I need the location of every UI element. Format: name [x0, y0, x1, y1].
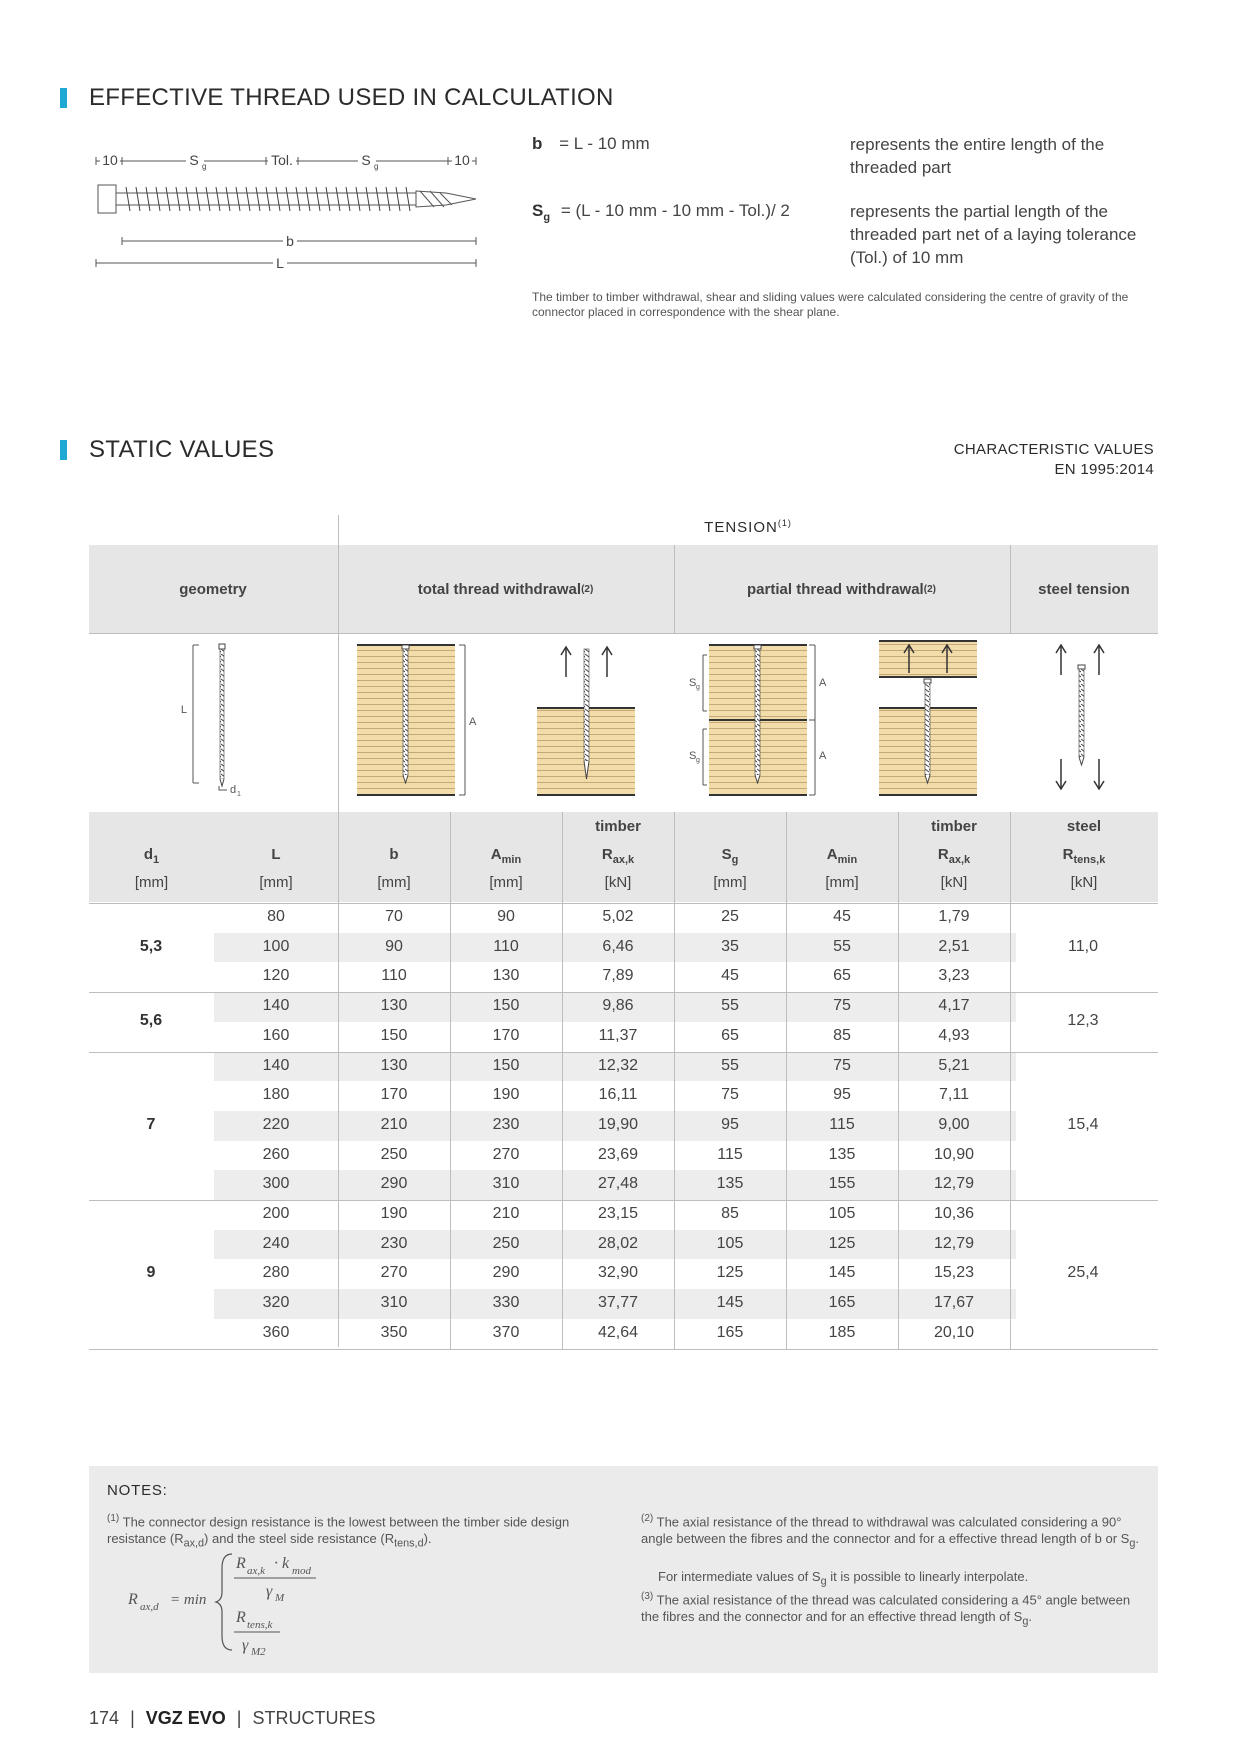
table-cell: 190 [380, 1205, 408, 1222]
note-3-end: . [1028, 1609, 1033, 1625]
note-1-end: ). [423, 1531, 432, 1547]
table-cell: 230 [492, 1115, 520, 1133]
table-cell: 120 [262, 967, 290, 985]
table-cell: 310 [492, 1175, 520, 1193]
formula-b-symbol: b [532, 134, 543, 153]
column-header-unit: [kN] [604, 874, 632, 891]
table-cell: 6,46 [602, 937, 634, 955]
table-cell: 270 [380, 1264, 408, 1282]
section-marker [60, 440, 67, 460]
table-cell: 85 [833, 1026, 851, 1044]
table-cell: 28,02 [597, 1234, 639, 1252]
group-total-withdrawal [338, 545, 673, 633]
page-footer [89, 1708, 376, 1729]
group-partial-label: partial thread withdrawal [747, 580, 924, 598]
note-2b-end: it is possible to linearly interpolate. [826, 1569, 1029, 1584]
note-2-text: The axial resistance of the thread to withdrawal was calculated considering a 90° angle between the fibres and the connector and for a effective thread length of b or S [641, 1514, 1130, 1547]
table-cell: 1,79 [938, 908, 970, 925]
formula-den1: γ [266, 1583, 273, 1600]
divider [898, 812, 899, 1349]
table-cell: 135 [716, 1175, 744, 1193]
table-cell: 75 [721, 1086, 739, 1104]
section-name: STRUCTURES [252, 1708, 376, 1728]
dim-L: L [276, 255, 284, 271]
table-cell: 170 [492, 1026, 520, 1044]
column-header-unit: [mm] [713, 874, 747, 891]
table-cell: 310 [380, 1294, 408, 1312]
note-2b-sub: g [820, 1575, 827, 1588]
tension-drawings [89, 633, 1158, 812]
divider [450, 812, 451, 1349]
table-cell: 135 [828, 1145, 856, 1163]
table-cell: 160 [262, 1026, 290, 1044]
footer-separator: | [236, 1708, 242, 1728]
steel-tension-cell: 12,3 [1067, 1011, 1099, 1029]
product-name: VGZ EVO [145, 1708, 226, 1728]
tension-sup: (1) [777, 518, 792, 528]
column-header-unit: [mm] [134, 874, 169, 891]
table-cell: 290 [492, 1264, 520, 1282]
table-cell: 230 [380, 1234, 408, 1252]
table-cell: 95 [721, 1115, 739, 1133]
partial-sg-top: S [689, 677, 697, 689]
group-geometry [89, 545, 337, 633]
geom-d1-sub: 1 [237, 791, 241, 798]
table-cell: 170 [380, 1086, 408, 1104]
table-cell: 290 [380, 1175, 408, 1193]
divider [674, 545, 675, 633]
table-cell: 95 [833, 1086, 851, 1104]
table-cell: 140 [262, 1056, 290, 1074]
characteristic-values [954, 440, 1154, 480]
notes-title: NOTES: [107, 1482, 168, 1499]
table-cell: 190 [492, 1086, 520, 1104]
table-cell: 25 [721, 908, 739, 925]
divider [89, 1200, 1158, 1201]
table-cell: 260 [262, 1145, 290, 1163]
table-cell: 12,79 [933, 1175, 975, 1193]
column-header-unit: [mm] [489, 874, 523, 891]
table-cell: 200 [262, 1205, 290, 1222]
total-A-label: A [469, 716, 477, 728]
divider [1010, 545, 1011, 633]
tension-label: TENSION [704, 519, 778, 536]
column-header [562, 812, 674, 902]
table-cell: 35 [721, 937, 739, 955]
table-cell: 165 [716, 1323, 744, 1341]
dim-sg-left-sub: g [202, 162, 207, 171]
column-header-unit: [mm] [377, 874, 411, 891]
dim-10-right: 10 [454, 152, 470, 168]
table-cell: 250 [492, 1234, 520, 1252]
column-header [214, 812, 338, 902]
table-cell: 27,48 [597, 1175, 639, 1193]
table-cell: 3,23 [938, 967, 970, 985]
column-header-symbol: $R_{tens,k}$ [1062, 846, 1106, 866]
column-header [89, 812, 214, 902]
table-cell: 155 [828, 1175, 856, 1193]
column-header-symbol: $R_{ax,k}$ [937, 846, 971, 866]
table-cell: 150 [492, 997, 520, 1015]
table-cell: 105 [716, 1234, 744, 1252]
dim-tol: Tol. [271, 152, 293, 168]
section-title-thread: EFFECTIVE THREAD USED IN CALCULATION [89, 84, 614, 111]
table-cell: 65 [721, 1026, 739, 1044]
table-cell: 55 [721, 1056, 739, 1074]
table-cell: 130 [380, 997, 408, 1015]
table-cell: 12,32 [597, 1056, 639, 1074]
table-cell: 110 [493, 937, 519, 955]
formula-num2-sub: tens,k [247, 1619, 273, 1631]
note-1-mid: ) and the steel side resistance (R [204, 1531, 395, 1547]
table-cell: 330 [492, 1294, 520, 1312]
note-1 [107, 1510, 607, 1553]
group-steel-tension [1010, 545, 1158, 633]
geom-d1-label: d [230, 784, 237, 796]
table-cell: 5,02 [602, 908, 634, 925]
table-cell: 125 [828, 1234, 856, 1252]
divider [89, 1349, 1158, 1350]
table-cell: 350 [380, 1323, 408, 1341]
table-cell: 150 [492, 1056, 520, 1074]
table-cell: 11,37 [598, 1026, 638, 1044]
group-partial-withdrawal [674, 545, 1009, 633]
table-cell: 45 [833, 908, 851, 925]
dim-b: b [286, 233, 294, 249]
divider [562, 812, 563, 1349]
column-header [898, 812, 1010, 902]
table-cell: 280 [262, 1264, 290, 1282]
table-cell: 7,11 [939, 1086, 969, 1104]
table-cell: 220 [262, 1115, 290, 1133]
formula-den1-sub: M [275, 1592, 285, 1604]
formula-sg-symbol: S [532, 201, 544, 220]
table-cell: 125 [716, 1264, 744, 1282]
formula-lhs: R [128, 1591, 138, 1608]
column-header-top: steel [1066, 818, 1102, 835]
note-3 [641, 1588, 1141, 1631]
table-cell: 115 [829, 1115, 855, 1133]
table-cell: 130 [380, 1056, 408, 1074]
divider [89, 633, 1158, 634]
table-cell: 15,23 [933, 1264, 975, 1282]
table-cell: 9,00 [938, 1115, 970, 1133]
column-header-symbol: $d_1$ [143, 846, 160, 866]
diameter-cell: 7 [146, 1115, 156, 1133]
section-marker [60, 88, 67, 108]
table-cell: 7,89 [602, 967, 634, 985]
steel-tension-cell: 15,4 [1067, 1115, 1099, 1133]
column-header [450, 812, 562, 902]
table-cell: 70 [385, 908, 403, 925]
diameter-cell: 5,6 [139, 1011, 163, 1029]
table-cell: 145 [828, 1264, 856, 1282]
partial-sg-bottom-sub: g [696, 757, 700, 764]
column-header-symbol: L [271, 846, 281, 863]
note-1-text: The connector design resistance is the lowest between the timber side design resistance (R [107, 1514, 570, 1547]
table-cell: 100 [262, 937, 290, 955]
formula-sg-expr: = (L - 10 mm - 10 mm - Tol.)/ 2 [560, 201, 790, 220]
column-header-unit: [mm] [259, 874, 293, 891]
section-title-static: STATIC VALUES [89, 436, 275, 463]
note-3-sub: g [1022, 1615, 1029, 1628]
table-cell: 80 [267, 908, 285, 925]
formula-den2-sub: M2 [251, 1646, 266, 1658]
steel-tension-cell: 25,4 [1067, 1264, 1099, 1282]
screw-dimension-diagram [90, 145, 490, 275]
note-2-end: . [1135, 1531, 1139, 1547]
table-cell: 45 [721, 967, 739, 985]
table-cell: 270 [492, 1145, 520, 1163]
divider [89, 903, 1158, 904]
steel-tension-cell: 11,0 [1068, 937, 1098, 955]
table-cell: 65 [833, 967, 851, 985]
table-cell: 320 [262, 1294, 290, 1312]
column-header-symbol: b [389, 846, 399, 863]
divider [786, 812, 787, 1349]
table-cell: 90 [497, 908, 515, 925]
note-1-sub1: ax,d [183, 1537, 205, 1550]
dim-sg-left: S [189, 152, 199, 168]
table-cell: 300 [262, 1175, 290, 1193]
table-cell: 23,69 [597, 1145, 639, 1163]
table-cell: 19,90 [597, 1115, 639, 1133]
group-geometry-label: geometry [179, 580, 247, 598]
partial-sg-bottom: S [689, 750, 697, 762]
table-cell: 42,64 [597, 1323, 639, 1341]
table-cell: 5,21 [938, 1056, 970, 1074]
note-1-mark: (1) [107, 1513, 120, 1524]
column-header-top: timber [931, 818, 977, 835]
table-cell: 9,86 [602, 997, 634, 1015]
column-header-symbol: $R_{ax,k}$ [601, 846, 635, 866]
table-cell: 75 [833, 997, 851, 1015]
table-cell: 130 [492, 967, 520, 985]
table-cell: 140 [262, 997, 290, 1015]
table-cell: 2,51 [938, 937, 970, 955]
table-cell: 250 [380, 1145, 408, 1163]
divider [89, 1052, 1158, 1053]
table-cell: 110 [381, 967, 407, 985]
geom-L-label: L [180, 704, 187, 716]
column-header-symbol: $A_{min}$ [826, 846, 858, 866]
characteristic-values-line1: CHARACTERISTIC VALUES [953, 441, 1154, 458]
table-cell: 10,90 [933, 1145, 975, 1163]
formula-sg [532, 200, 790, 228]
formula-sg-desc: represents the partial length of the threaded part net of a laying tolerance (Tol.) of 10 mm [850, 202, 1137, 267]
table-cell: 10,36 [933, 1205, 975, 1222]
table-cell: 185 [828, 1323, 856, 1341]
column-header-symbol: $A_{min}$ [490, 846, 522, 866]
table-cell: 240 [262, 1234, 290, 1252]
note-3-text: The axial resistance of the thread was calculated considering a 45° angle between the fibres and the connector and for an effective thread length of S [641, 1592, 1131, 1625]
calculation-note: The timber to timber withdrawal, shear and sliding values were calculated considering the centre of gravity of the connector placed in correspondence with the shear plane. [532, 290, 1129, 319]
group-partial-sup: (2) [923, 583, 936, 595]
dim-sg-right: S [361, 152, 371, 168]
formula-min: = min [170, 1592, 207, 1608]
table-cell: 360 [262, 1323, 290, 1341]
table-cell: 4,93 [938, 1026, 970, 1044]
table-cell: 55 [721, 997, 739, 1015]
divider [89, 992, 1158, 993]
partial-A-bottom: A [819, 750, 827, 762]
column-header-unit: [mm] [825, 874, 859, 891]
group-total-label: total thread withdrawal [417, 580, 582, 598]
table-cell: 180 [262, 1086, 290, 1104]
table-cell: 105 [828, 1205, 856, 1222]
note-1-sub2: tens,d [394, 1537, 424, 1550]
table-cell: 4,17 [938, 997, 970, 1015]
formula-b [532, 133, 650, 155]
formula-num1-sub: ax,k [247, 1565, 266, 1577]
table-cell: 12,79 [933, 1234, 975, 1252]
partial-sg-top-sub: g [696, 684, 700, 691]
divider [674, 812, 675, 1349]
table-cell: 20,10 [933, 1323, 975, 1341]
column-header-unit: [kN] [940, 874, 968, 891]
table-cell: 55 [833, 937, 851, 955]
dim-10-left: 10 [102, 152, 118, 168]
note-2b-text: For intermediate values of S [658, 1569, 821, 1584]
formula-sg-sub: g [543, 211, 551, 224]
formula-b-expr: = L - 10 mm [559, 134, 650, 153]
column-header-symbol: $S_g$ [721, 846, 739, 866]
dim-sg-right-sub: g [374, 162, 379, 171]
diameter-cell: 5,3 [139, 937, 163, 955]
table-cell: 75 [833, 1056, 851, 1074]
table-cell: 210 [380, 1115, 408, 1133]
note-3-mark: (3) [641, 1591, 654, 1602]
table-cell: 150 [380, 1026, 408, 1044]
table-cell: 165 [828, 1294, 856, 1312]
table-cell: 16,11 [598, 1086, 638, 1104]
group-total-sup: (2) [581, 583, 594, 595]
formula-kmod-sub: mod [292, 1565, 311, 1577]
divider [1010, 812, 1011, 1349]
table-cell: 90 [385, 937, 403, 955]
table-cell: 23,15 [597, 1205, 639, 1222]
table-cell: 115 [717, 1145, 743, 1163]
table-cell: 32,90 [597, 1264, 639, 1282]
page-number: 174 [89, 1708, 120, 1728]
table-cell: 145 [716, 1294, 744, 1312]
design-resistance-formula [120, 1548, 360, 1658]
column-header [1010, 812, 1158, 902]
column-header [338, 812, 450, 902]
formula-num2: R [236, 1609, 246, 1626]
tension-header [338, 518, 1158, 536]
table-cell: 17,67 [933, 1294, 975, 1312]
formula-lhs-sub: ax,d [140, 1601, 159, 1613]
table-cell: 85 [721, 1205, 739, 1222]
characteristic-values-line2: EN 1995:2014 [1054, 461, 1154, 478]
table-cell: 210 [492, 1205, 520, 1222]
column-header-unit: [kN] [1070, 874, 1098, 891]
formula-num1: R [236, 1555, 246, 1572]
formula-den2: γ [242, 1637, 249, 1654]
note-2-sub: g [1129, 1537, 1136, 1550]
note-2-mark: (2) [641, 1513, 654, 1524]
table-cell: 370 [492, 1323, 520, 1341]
column-header [674, 812, 786, 902]
table-cell: 37,77 [597, 1294, 639, 1312]
note-2 [641, 1510, 1141, 1553]
footer-separator: | [130, 1708, 135, 1728]
divider [338, 515, 339, 1347]
partial-A-top: A [819, 677, 827, 689]
column-header [786, 812, 898, 902]
diameter-cell: 9 [146, 1264, 156, 1282]
formula-num1-kmod: · k [274, 1555, 290, 1572]
formula-b-desc: represents the entire length of the threaded part [850, 135, 1105, 177]
group-steel-label: steel tension [1038, 580, 1130, 598]
column-header-top: timber [595, 818, 641, 835]
